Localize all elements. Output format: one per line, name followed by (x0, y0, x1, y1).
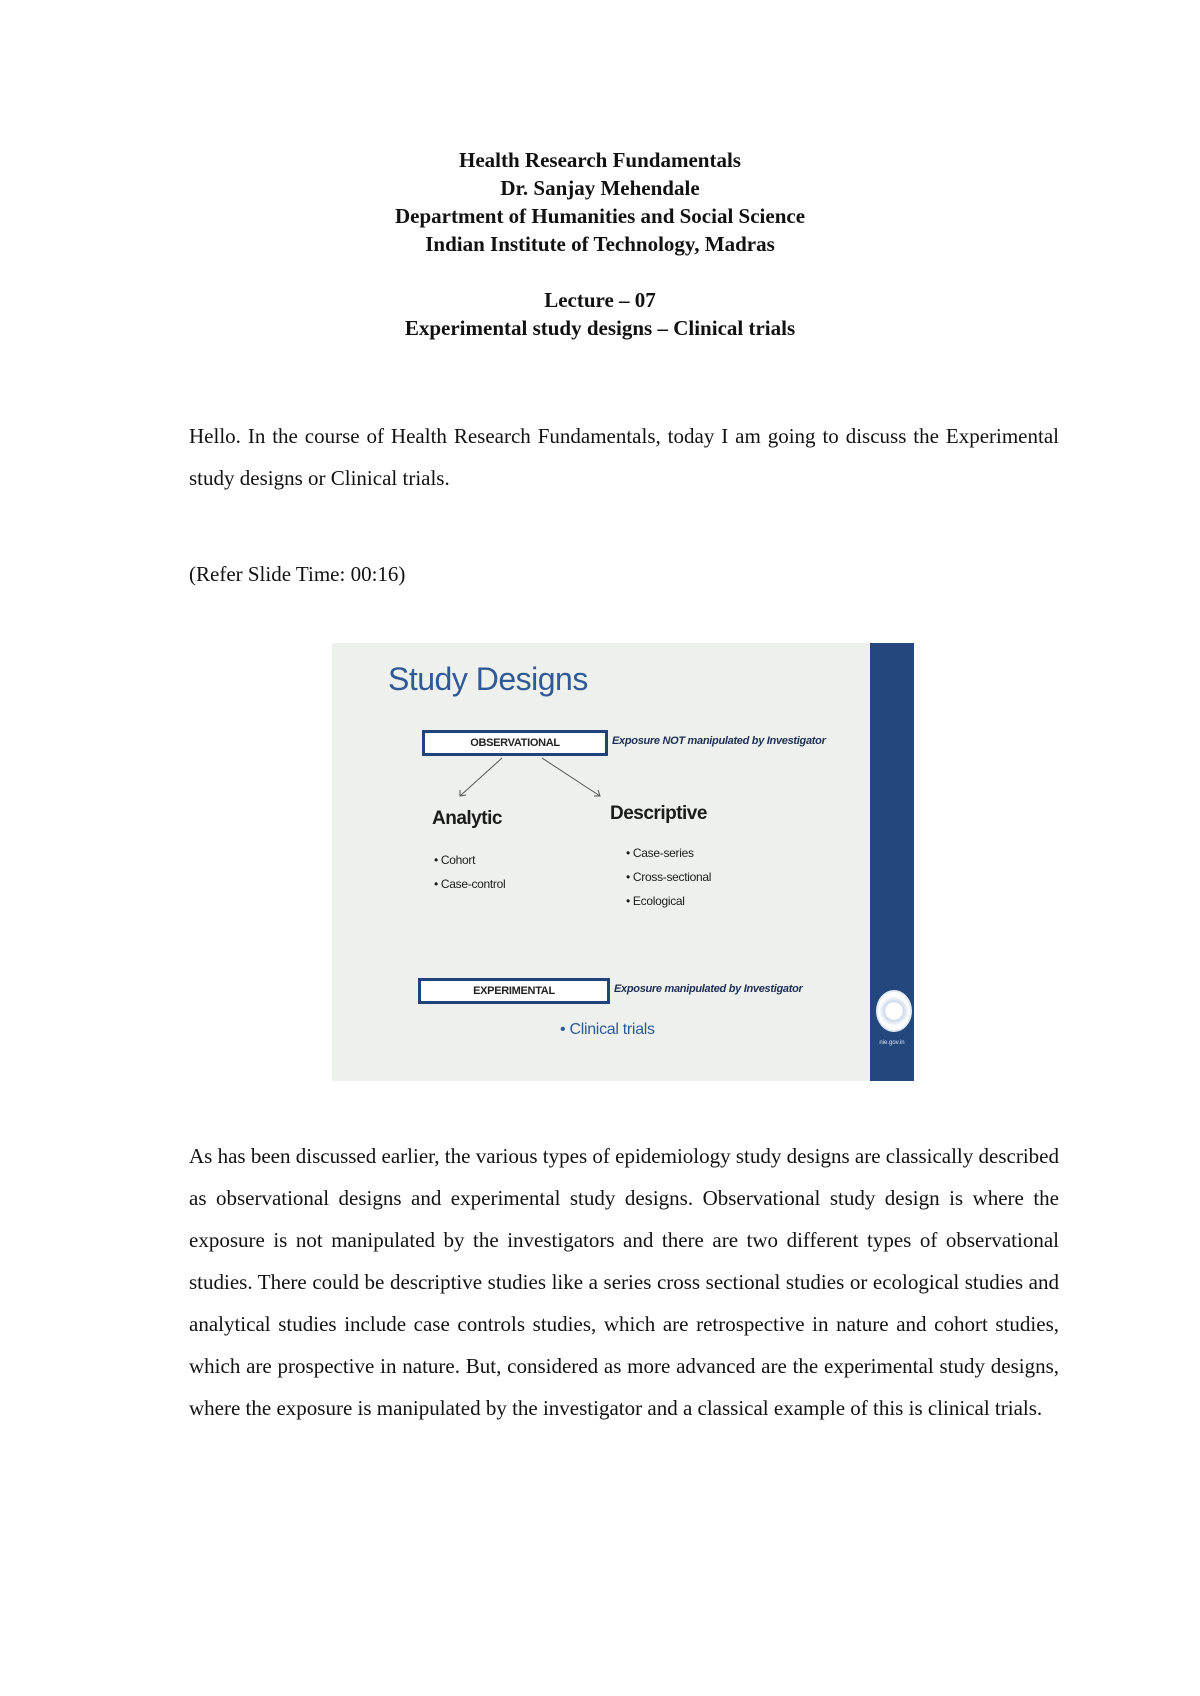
list-item: • Ecological (626, 894, 685, 908)
list-item: • Case-series (626, 846, 694, 860)
lecture-number: Lecture – 07 (544, 288, 656, 312)
observational-box: OBSERVATIONAL (422, 730, 608, 756)
descriptive-heading: Descriptive (610, 803, 707, 824)
list-item: • Cross-sectional (626, 870, 712, 884)
analytic-list (434, 848, 505, 896)
lecture-topic: Experimental study designs – Clinical trials (404, 316, 796, 340)
branch-arrows-icon (332, 643, 914, 1081)
intro-paragraph: Hello. In the course of Health Research Fundamentals, today I am going to discuss the Experimental study designs or Clinical trials. (189, 424, 1059, 490)
slide-title: Study Designs (388, 661, 588, 697)
lecture-header (0, 146, 1200, 342)
descriptive-list (626, 841, 711, 913)
slide-sidebar-url: nie.gov.in (879, 1040, 905, 1046)
experimental-note: Exposure manipulated by Investigator (614, 983, 803, 995)
body-paragraph: As has been discussed earlier, the various types of epidemiology study designs are classically described as observational designs and experimental study designs. Observational study design is where the exposure is not manipulated by the investigators and there are two different types of observational studies. There could be descriptive studies like a series cross sectional studies or ecological studies and analytical studies include case controls studies, which are retrospective in nature and cohort studies, which are prospective in nature. But, considered as more advanced are the experimental study designs, where the exposure is manipulated by the investigator and a classical example of this is clinical trials. (189, 1144, 1059, 1420)
department-name: Department of Humanities and Social Science (394, 204, 806, 228)
list-item: • Cohort (434, 853, 476, 867)
experimental-box: EXPERIMENTAL (418, 978, 610, 1004)
slide-reference: (Refer Slide Time: 00:16) (189, 562, 406, 586)
institute-name: Indian Institute of Technology, Madras (425, 232, 775, 256)
list-item: • Case-control (434, 877, 506, 891)
experimental-item: • Clinical trials (560, 1021, 655, 1038)
instructor-name: Dr. Sanjay Mehendale (500, 176, 700, 200)
observational-note: Exposure NOT manipulated by Investigator (612, 735, 826, 747)
analytic-heading: Analytic (432, 808, 502, 829)
course-title: Health Research Fundamentals (459, 148, 741, 172)
study-designs-slide (332, 643, 914, 1081)
